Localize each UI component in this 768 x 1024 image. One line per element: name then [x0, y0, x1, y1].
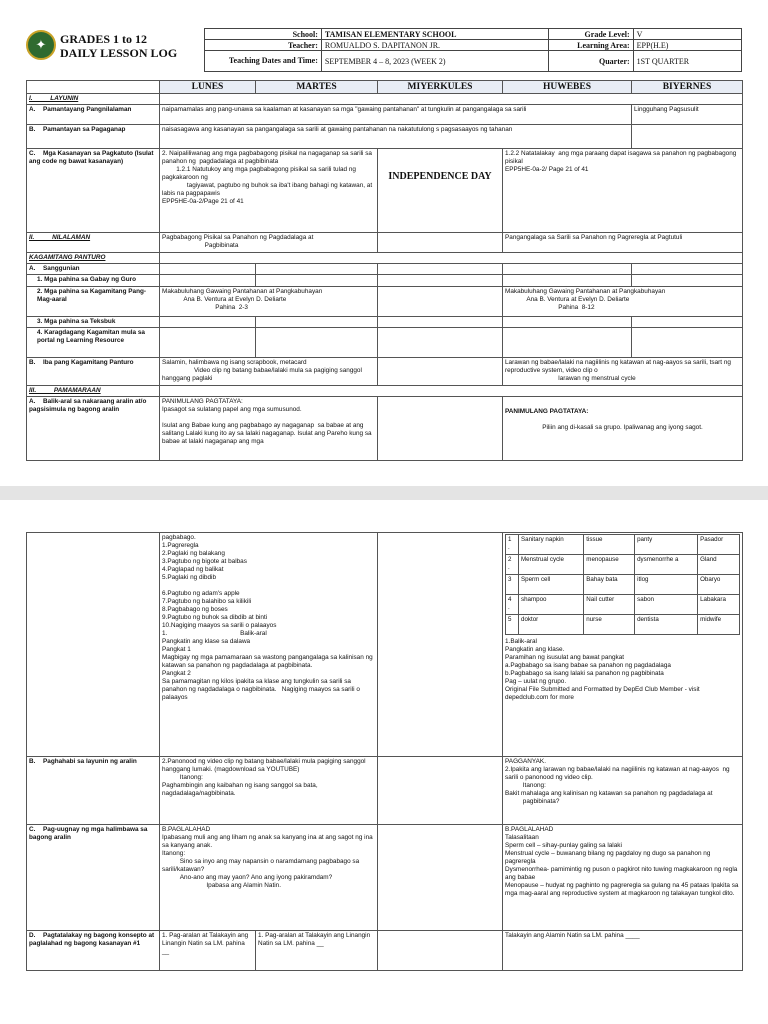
paghahabi-thursday: PAGGANYAK. 2.Ipakita ang larawan ng babae/lalaki na nagiilinis ng katawan at nag-aayos ng sarili o panonood ng video clip. Itanong: Bakit mahalaga ang kalinisan ng katawan sa panahon ng pagdadalaga at pagbibinata? — [503, 757, 743, 825]
kasanayan-thursday: 1.2.2 Natatalakay ang mga paraang dapat isagawa sa panahon ng pagbabagong pisikal EPP5HE-0a-2/ Page 21 of 41 — [503, 149, 743, 233]
nilalaman-monday: Pagbabagong Pisikal sa Panahon ng Pagdadalaga at Pagbibinata — [160, 233, 378, 253]
row-label: Pamantayan sa Pagaganap — [43, 126, 126, 133]
row-index: A. — [29, 398, 36, 405]
pagtataya-text: Piliin ang di-kasali sa grupo. Ipaliwanag ang iyong sagot. — [542, 424, 703, 431]
section-layunin: I. LAYUNIN — [27, 94, 160, 105]
table-cell: Obaryo — [698, 575, 740, 595]
row-index: A. — [29, 106, 36, 113]
table-cell: 3 — [506, 575, 519, 595]
blank-cell — [378, 328, 503, 358]
table-cell: itlog — [635, 575, 698, 595]
iba-kagamitan-monday: Salamin, halimbawa ng isang scrapbook, metacard Video clip ng batang babae/lalaki mula sa pagiging sanggol hanggang paglaki — [160, 358, 378, 386]
pagtatalakay-tuesday: 1. Pag-aralan at Talakayin ang Linangin Natin sa LM. pahina __ — [256, 931, 378, 971]
table-cell: sabon — [635, 595, 698, 615]
row-index: C. — [29, 150, 36, 157]
dates-label: Teaching Dates and Time: — [205, 51, 322, 72]
table-cell: 5 — [506, 615, 519, 635]
row-label-pamantayang-pangnilalaman — [27, 105, 160, 125]
blank-cell — [378, 233, 503, 253]
row-label: Pagtatalakay ng bagong konsepto at paglalahad ng bagong kasanayan #1 — [29, 932, 155, 947]
balik-aral-monday: PANIMULANG PAGTATAYA: Ipasagot sa sulatang papel ang mga sumusunod. Isulat ang Babae kung ang pagbabago ay nagaganap sa babae at ang salitang Lalaki kung ito ay sa lalaki nagaganap. Isulat ang Pareho kung sa babae at lalaki nagaganap ang mga — [160, 397, 378, 461]
kagamitan-thursday: Makabuluhang Gawaing Pantahanan at Pangkabuhayan Ana B. Ventura at Evelyn D. Deliarte Pahina 8-12 — [503, 287, 743, 317]
blank-cell — [632, 125, 743, 149]
day-header-mon: LUNES — [160, 81, 256, 94]
blank-cell — [378, 825, 503, 931]
row-index: B. — [29, 126, 36, 133]
table-cell: Gland — [698, 555, 740, 575]
odd-one-out-table — [505, 534, 740, 635]
blank-cell — [160, 386, 743, 397]
blank-cell — [160, 317, 256, 328]
table-cell: Pasador — [698, 535, 740, 555]
row-label-kasanayan — [27, 149, 160, 233]
kasanayan-monday: 2. Naipaliliwanag ang mga pagbabagong pisikal na nagaganap sa sarili sa panahon ng pagdadalaga at pagbibinata 1.2.1 Natutukoy ang mga pagbabagong pisikal sa sarili tulad ng pagkakaroon ng tagiyawat, pagtubo ng buhok sa iba't ibang bahagi ng katawan, at labis na pagpapawis EPP5HE-0a-2/Page 21 of 41 — [160, 149, 378, 233]
table-cell: dysmenorrhe a — [635, 555, 698, 575]
blank-cell — [160, 253, 743, 264]
table-cell: Labakara — [698, 595, 740, 615]
deped-seal-icon: ✦ — [26, 30, 56, 60]
row-label-sanggunian — [27, 264, 160, 275]
corner-cell — [27, 81, 160, 94]
table-cell: doktor — [519, 615, 584, 635]
table-cell: dentista — [635, 615, 698, 635]
row-label: Paghahabi sa layunin ng aralin — [43, 758, 137, 765]
table-row — [506, 575, 740, 595]
page-two — [0, 500, 768, 1024]
blank-cell — [160, 328, 256, 358]
row-label-pag-uugnay — [27, 825, 160, 931]
quarter-label: Quarter: — [549, 51, 634, 72]
pagtatalakay-monday: 1. Pag-aralan at Talakayin ang Linangin Natin sa LM. pahina __ — [160, 931, 256, 971]
blank-cell — [632, 275, 743, 287]
row-label: Mga Kasanayan sa Pagkatuto (Isulat ang code ng bawat kasanayan) — [29, 150, 154, 165]
row-label-gabay-guro: 1. Mga pahina sa Gabay ng Guro — [27, 275, 160, 287]
blank-cell — [27, 533, 160, 757]
blank-cell — [503, 264, 632, 275]
table-cell: shampoo — [519, 595, 584, 615]
blank-cell — [378, 358, 503, 386]
grade-label: Grade Level: — [549, 29, 634, 40]
day-header-wed: MIYERKULES — [378, 81, 503, 94]
blank-cell — [160, 264, 256, 275]
blank-cell — [256, 264, 378, 275]
table-cell: Menstrual cycle — [519, 555, 584, 575]
blank-cell — [160, 275, 256, 287]
area-label: Learning Area: — [549, 40, 634, 51]
section-pamamaraan: III. PAMAMARAAN — [27, 386, 160, 397]
table-cell: menopause — [584, 555, 635, 575]
pagtataya-title: PANIMULANG PAGTATAYA: — [505, 408, 589, 415]
pag-uugnay-monday: B.PAGLALAHAD Ipabasang muli ang ang liham ng anak sa kanyang ina at ang sagot ng ina sa kanyang anak. Itanong: Sino sa inyo ang may napansin o naramdamang pagbabago sa sarili/katawan? Ano-ano ang may yaon? Ano ang iyong pakiramdam? Ipabasa ang Alamin Natin. — [160, 825, 378, 931]
section-nilalaman: II. NILALAMAN — [27, 233, 160, 253]
independence-day-label: INDEPENDENCE DAY — [378, 149, 503, 233]
row-index: D. — [29, 932, 36, 939]
balik-aral-thursday — [503, 397, 743, 461]
row-label-iba-pang-kagamitan — [27, 358, 160, 386]
kagamitan-monday: Makabuluhang Gawaing Pantahanan at Pangkabuhayan Ana B. Ventura at Evelyn D. Deliarte Pahina 2-3 — [160, 287, 378, 317]
row-label-learning-resource: 4. Karagdagang Kagamitan mula sa portal ng Learning Resource — [27, 328, 160, 358]
table-cell: 1 . — [506, 535, 519, 555]
lesson-grid-page1 — [26, 80, 743, 461]
row-label: Pag-uugnay ng mga halimbawa sa bagong aralin — [29, 826, 148, 841]
blank-cell — [503, 275, 632, 287]
row-label: Pamantayang Pangnilalaman — [43, 106, 132, 113]
table-cell: Nail cutter — [584, 595, 635, 615]
row-index: C. — [29, 826, 36, 833]
balik-aral-thursday-cont — [503, 533, 743, 757]
table-cell: Sperm cell — [519, 575, 584, 595]
blank-cell — [256, 275, 378, 287]
table-row — [506, 615, 740, 635]
page-divider — [0, 486, 768, 500]
table-row — [506, 555, 740, 575]
day-header-thu: HUWEBES — [503, 81, 632, 94]
row-label-pagtatalakay — [27, 931, 160, 971]
table-cell: 4 . — [506, 595, 519, 615]
dll-header — [26, 28, 742, 72]
pagtatalakay-thursday: Talakayin ang Alamin Natin sa LM. pahina ____ — [503, 931, 743, 971]
pag-uugnay-thursday: B.PAGLALAHAD Talasalitaan Sperm cell – sihay-punlay galing sa lalaki Menstrual cycle – buwanang bilang ng pagdaloy ng dugo sa panahon ng pagreregla Dysmenorrhea- pamimintig ng puson o pagkirot nito tuwing magkakaroon ng regla ang babae Menopause – hudyat ng paghinto ng pagreregla sa gulang na 45 pataas Ipakita sa mga mag-aaral ang reproductive system at magkaroon ng talakayan tungkol dito. — [503, 825, 743, 931]
row-label-paghahabi — [27, 757, 160, 825]
nilalaman-thursday: Pangangalaga sa Sarili sa Panahon ng Pagreregla at Pagtutuli — [503, 233, 743, 253]
row-label-teksbuk: 3. Mga pahina sa Teksbuk — [27, 317, 160, 328]
school-label: School: — [205, 29, 322, 40]
area-value: EPP(H.E) — [633, 40, 741, 51]
table-cell: Sanitary napkin — [519, 535, 584, 555]
day-header-tue: MARTES — [256, 81, 378, 94]
blank-cell — [632, 317, 743, 328]
blank-cell — [160, 94, 743, 105]
table-cell: panty — [635, 535, 698, 555]
paghahabi-monday: 2.Panonood ng video clip ng batang babae/lalaki mula pagiging sanggol hanggang lumaki. (magdownload sa YOUTUBE) Itanong: Paghambingin ang kaibahan ng isang sanggol sa bata, nagdadalaga/nagbibinata. — [160, 757, 378, 825]
row-index: B. — [29, 758, 36, 765]
section-kagamitan: KAGAMITANG PANTURO — [27, 253, 160, 264]
row-label-pamantayan-pagaganap — [27, 125, 160, 149]
odd-one-out-rows — [506, 535, 740, 635]
pangnilalaman-text: naipamamalas ang pang-unawa sa kaalaman at kasanayan sa mga "gawaing pantahanan" at tungkulin at pangangalaga sa sarili — [160, 105, 632, 125]
table-cell: Bahay bata — [584, 575, 635, 595]
lesson-grid-page2 — [26, 532, 743, 971]
grade-value: V — [633, 29, 741, 40]
row-label: Sanggunian — [43, 265, 80, 272]
blank-cell — [256, 317, 378, 328]
row-label: Balik-aral sa nakaraang aralin at/o pagsisimula ng bagong aralin — [29, 398, 147, 413]
row-label-balik-aral — [27, 397, 160, 461]
blank-cell — [503, 328, 632, 358]
blank-cell — [378, 287, 503, 317]
day-header-fri: BIYERNES — [632, 81, 743, 94]
table-cell: midwife — [698, 615, 740, 635]
blank-cell — [378, 264, 503, 275]
iba-kagamitan-thursday: Larawan ng babae/lalaki na nagiilinis ng katawan at nag-aayos sa sarili, tsart ng reproductive system, video clip o larawan ng menstrual cycle — [503, 358, 743, 386]
balik-aral-thursday-text: 1.Balik-aral Pangkatin ang klase. Paramihan ng isusulat ang bawat pangkat a.Pagbabago sa isang babae sa panahon ng pagdadalaga b.Pagbabago sa isang lalaki sa panahon ng pagbibinata Pag – uulat ng grupo. Original File Submitted and Formatted by DepEd Club Member - visit depedclub.com for more — [505, 638, 700, 701]
blank-cell — [503, 317, 632, 328]
table-cell: 2 . — [506, 555, 519, 575]
row-label-kagamitang-mag-aaral: 2. Mga pahina sa Kagamitang Pang-Mag-aaral — [27, 287, 160, 317]
blank-cell — [256, 328, 378, 358]
dates-value: SEPTEMBER 4 – 8, 2023 (WEEK 2) — [321, 51, 548, 72]
blank-cell — [378, 533, 503, 757]
teacher-value: ROMUALDO S. DAPITANON JR. — [321, 40, 548, 51]
blank-cell — [378, 317, 503, 328]
school-info-grid — [204, 28, 742, 72]
blank-cell — [378, 397, 503, 461]
blank-cell — [378, 757, 503, 825]
balik-aral-monday-cont: pagbabago. 1.Pagreregla 2.Paglaki ng balakang 3.Pagtubo ng bigote at balbas 4.Paglapad ng balikat 5.Paglaki ng dibdib 6.Pagtubo ng adam's apple 7.Pagtubo ng balahibo sa kilikili 8.Pagbabago ng boses 9.Pagtubo ng buhok sa dibdib at binti 10.Nagiging maayos sa sarili o palaayos 1. Balik-aral Pangkatin ang klase sa dalawa Pangkat 1 Magbigay ng mga pamamaraan sa wastong pangangalaga sa kalinisan ng katawan sa panahon ng pagdadalaga at pagbibinata. Pangkat 2 Sa pamamagitan ng kilos ipakita sa klase ang tungkulin sa sarili sa panahon ng nagdadalaga o nagbibinata. Nagiging maayos sa sarili o palaayos — [160, 533, 378, 757]
quarter-value: 1ST QUARTER — [633, 51, 741, 72]
table-row — [506, 595, 740, 615]
blank-cell — [632, 328, 743, 358]
blank-cell — [378, 931, 503, 971]
table-cell: tissue — [584, 535, 635, 555]
pagaganap-text: naisasagawa ang kasanayan sa pangangalaga sa sarili at gawaing pantahanan na nakatutulong s pagsasaayos ng tahanan — [160, 125, 632, 149]
school-value: TAMISAN ELEMENTARY SCHOOL — [321, 29, 548, 40]
page-one — [0, 0, 768, 486]
teacher-label: Teacher: — [205, 40, 322, 51]
title-line1: GRADES 1 to 12 — [60, 32, 148, 46]
title-line2: DAILY LESSON LOG — [60, 46, 178, 60]
row-index: A. — [29, 265, 36, 272]
dll-title — [60, 32, 177, 60]
blank-cell — [632, 264, 743, 275]
table-row — [506, 535, 740, 555]
row-index: B. — [29, 359, 36, 366]
blank-cell — [378, 275, 503, 287]
friday-assessment: Lingguhang Pagsusulit — [632, 105, 743, 125]
table-cell: nurse — [584, 615, 635, 635]
row-label: Iba pang Kagamitang Panturo — [43, 359, 134, 366]
